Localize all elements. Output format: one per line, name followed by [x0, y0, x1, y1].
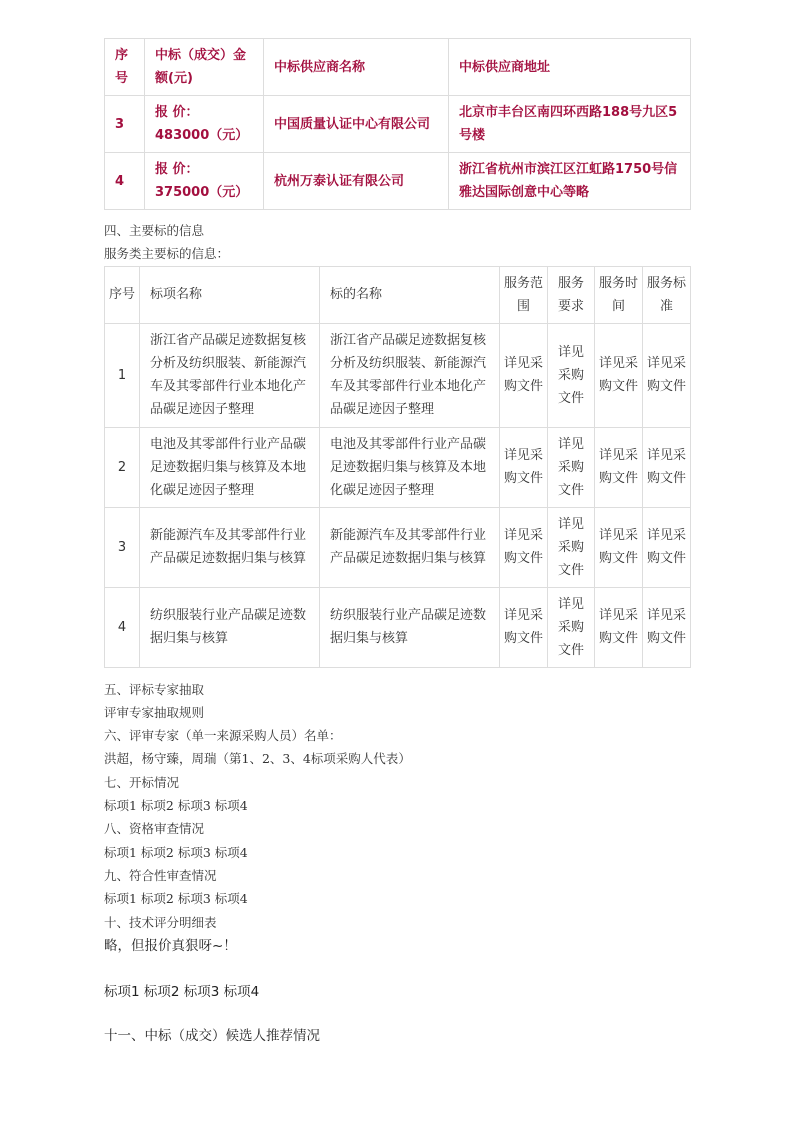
target-name: 新能源汽车及其零部件行业产品碳足迹数据归集与核算 [320, 507, 500, 587]
target-name: 纺织服装行业产品碳足迹数据归集与核算 [320, 587, 500, 667]
header-cell: 标项名称 [140, 266, 320, 323]
header-cell: 标的名称 [320, 266, 500, 323]
table-row [105, 153, 691, 210]
table-row [105, 427, 691, 507]
table-row [105, 96, 691, 153]
row-number: 1 [105, 323, 140, 427]
table-row [105, 507, 691, 587]
section-title: 四、主要标的信息 [104, 223, 205, 238]
supplier-address: 浙江省杭州市滨江区江虹路1750号信雅达国际创意中心等略 [449, 153, 691, 210]
service-requirement: 详见采购文件 [548, 587, 595, 667]
table-header-row [105, 39, 691, 96]
header-cell: 服务要求 [548, 266, 595, 323]
service-table [104, 266, 691, 668]
service-scope: 详见采购文件 [500, 323, 548, 427]
header-cell: 服务时间 [595, 266, 643, 323]
service-time: 详见采购文件 [595, 587, 643, 667]
document-page [104, 38, 690, 1048]
item-name: 电池及其零部件行业产品碳足迹数据归集与核算及本地化碳足迹因子整理 [140, 427, 320, 507]
section-body: 标项1 标项2 标项3 标项4 [104, 844, 248, 860]
section-body: 评审专家抽取规则 [104, 704, 205, 720]
supplier-address: 北京市丰台区南四环西路188号九区5号楼 [449, 96, 691, 153]
target-name: 浙江省产品碳足迹数据复核分析及纺织服装、新能源汽车及其零部件行业本地化产品碳足迹因子整理 [320, 323, 500, 427]
header-cell: 中标（成交）金额(元) [145, 39, 264, 96]
section-title: 十、技术评分明细表 [104, 914, 217, 930]
section-body: 标项1 标项2 标项3 标项4 [104, 798, 248, 814]
supplier-name: 中国质量认证中心有限公司 [264, 96, 449, 153]
header-cell: 序号 [105, 266, 140, 323]
header-cell: 序号 [105, 39, 145, 96]
table-row [105, 323, 691, 427]
row-number: 3 [105, 96, 145, 153]
section-body: 标项1 标项2 标项3 标项4 [104, 983, 260, 1000]
section-title: 六、评审专家（单一来源采购人员）名单： [104, 728, 342, 744]
section-title: 七、开标情况 [104, 774, 180, 790]
row-number: 2 [105, 427, 140, 507]
supplier-name: 杭州万泰认证有限公司 [264, 153, 449, 210]
section-note: 略，但报价真狠呀~！ [104, 937, 237, 954]
table-header-row [105, 266, 691, 323]
service-standard: 详见采购文件 [643, 427, 691, 507]
section-title: 八、资格审查情况 [104, 821, 205, 837]
service-time: 详见采购文件 [595, 427, 643, 507]
header-cell: 服务标准 [643, 266, 691, 323]
section-body: 洪超，杨守臻，周瑞（第1、2、3、4标项采购人代表） [104, 751, 411, 767]
service-requirement: 详见采购文件 [548, 507, 595, 587]
section-title: 九、符合性审查情况 [104, 867, 217, 883]
service-requirement: 详见采购文件 [548, 427, 595, 507]
section-title: 十一、中标（成交）候选人推荐情况 [104, 1027, 320, 1044]
header-cell: 中标供应商地址 [449, 39, 691, 96]
section-title: 五、评标专家抽取 [104, 681, 205, 697]
item-name: 纺织服装行业产品碳足迹数据归集与核算 [140, 587, 320, 667]
item-name: 浙江省产品碳足迹数据复核分析及纺织服装、新能源汽车及其零部件行业本地化产品碳足迹因子整理 [140, 323, 320, 427]
service-requirement: 详见采购文件 [548, 323, 595, 427]
row-number: 4 [105, 153, 145, 210]
section-subtitle: 服务类主要标的信息： [104, 246, 230, 262]
bid-amount: 报 价： 375000（元） [145, 153, 264, 210]
service-scope: 详见采购文件 [500, 587, 548, 667]
header-cell: 中标供应商名称 [264, 39, 449, 96]
service-scope: 详见采购文件 [500, 507, 548, 587]
service-standard: 详见采购文件 [643, 507, 691, 587]
bid-amount: 报 价： 483000（元） [145, 96, 264, 153]
service-scope: 详见采购文件 [500, 427, 548, 507]
service-standard: 详见采购文件 [643, 323, 691, 427]
winners-table [104, 38, 691, 210]
header-cell: 服务范围 [500, 266, 548, 323]
row-number: 4 [105, 587, 140, 667]
table-row [105, 587, 691, 667]
row-number: 3 [105, 507, 140, 587]
item-name: 新能源汽车及其零部件行业产品碳足迹数据归集与核算 [140, 507, 320, 587]
service-time: 详见采购文件 [595, 507, 643, 587]
target-name: 电池及其零部件行业产品碳足迹数据归集与核算及本地化碳足迹因子整理 [320, 427, 500, 507]
service-standard: 详见采购文件 [643, 587, 691, 667]
service-time: 详见采购文件 [595, 323, 643, 427]
section-body: 标项1 标项2 标项3 标项4 [104, 891, 248, 907]
